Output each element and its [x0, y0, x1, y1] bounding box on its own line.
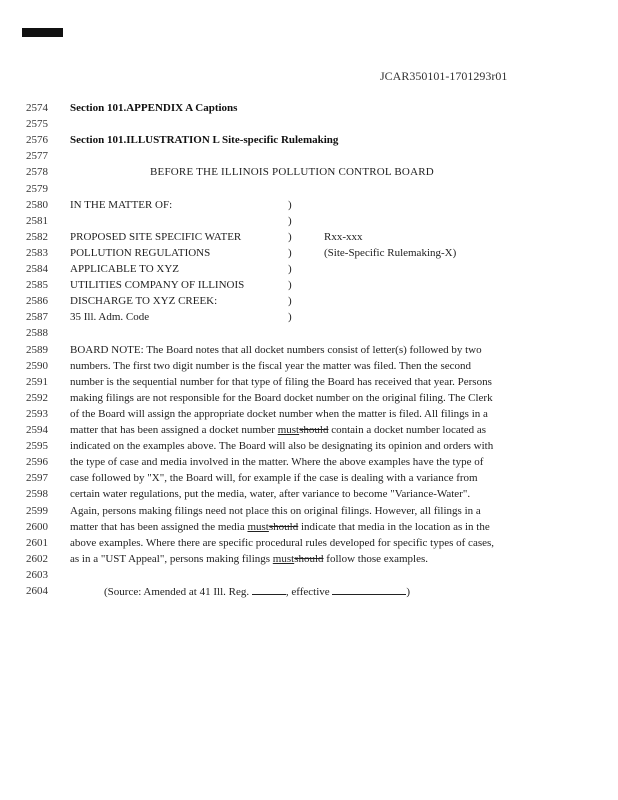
- document-line: [0, 423, 618, 438]
- line-number: 2589: [26, 343, 48, 356]
- line-number: 2587: [26, 311, 48, 324]
- document-line: [0, 326, 618, 341]
- document-line: [0, 294, 618, 309]
- document-line: [0, 471, 618, 486]
- caption-paren: ): [288, 279, 292, 292]
- line-text: DISCHARGE TO XYZ CREEK:: [70, 295, 218, 308]
- document-line: [0, 536, 618, 551]
- board-title: BEFORE THE ILLINOIS POLLUTION CONTROL BOARD: [150, 166, 434, 179]
- line-text: above examples. Where there are specific procedural rules developed for specific types of cases,: [70, 536, 495, 549]
- text-segment: ): [406, 586, 411, 598]
- line-number: 2603: [26, 568, 48, 581]
- line-text: [70, 423, 486, 438]
- line-number: 2594: [26, 424, 48, 436]
- section-heading: Section 101.APPENDIX A Captions: [70, 102, 238, 114]
- document-line: [0, 584, 618, 599]
- document-line: [0, 552, 618, 567]
- inserted-text: must: [272, 552, 295, 565]
- blank-field: [332, 584, 406, 595]
- line-text: making filings are not responsible for the Board docket number on the original filing. The Clerk: [70, 391, 493, 404]
- document-line: [0, 439, 618, 454]
- line-number: 2595: [26, 440, 48, 453]
- caption-paren: ): [288, 246, 292, 259]
- line-number: 2588: [26, 327, 48, 340]
- line-text: [70, 552, 428, 567]
- document-line: [0, 568, 618, 583]
- document-line: [0, 359, 618, 374]
- document-line: [0, 520, 618, 535]
- line-text: POLLUTION REGULATIONS: [70, 246, 211, 259]
- document-line: [0, 101, 618, 116]
- line-number: 2579: [26, 182, 48, 195]
- deleted-text: should: [268, 520, 299, 533]
- line-number: 2590: [26, 359, 48, 372]
- line-number: 2600: [26, 520, 48, 533]
- line-text: [70, 520, 490, 535]
- deleted-text: should: [299, 424, 329, 436]
- document-line: [0, 343, 618, 358]
- document-line: [0, 165, 618, 180]
- line-number: 2583: [26, 246, 48, 259]
- line-number: 2604: [26, 585, 48, 597]
- line-number: 2592: [26, 391, 48, 404]
- document-line: [0, 117, 618, 132]
- caption-paren: ): [288, 214, 292, 227]
- blank-field: [252, 584, 286, 595]
- document-line: [0, 262, 618, 277]
- caption-paren: ): [288, 230, 292, 243]
- text-segment: indicate that media in the location as in the: [298, 520, 490, 533]
- line-number: 2601: [26, 536, 48, 549]
- document-line: [0, 149, 618, 164]
- line-text: indicated on the examples above. The Board will also be designating its opinion and orders with: [70, 440, 494, 453]
- line-number: 2578: [26, 166, 48, 179]
- document-line: [0, 230, 618, 245]
- caption-paren: ): [288, 263, 292, 275]
- document-line: [0, 310, 618, 325]
- line-text: 35 Ill. Adm. Code: [70, 311, 150, 324]
- inserted-text: must: [247, 520, 269, 533]
- line-number: 2584: [26, 263, 48, 275]
- text-segment: matter that has been assigned the media: [70, 520, 248, 533]
- line-text: of the Board will assign the appropriate docket number when the matter is filed. All filings in a: [70, 407, 488, 420]
- line-number: 2575: [26, 118, 48, 131]
- deleted-text: should: [294, 552, 324, 565]
- document-line: [0, 278, 618, 293]
- line-text: APPLICABLE TO XYZ: [70, 263, 179, 275]
- line-text: certain water regulations, put the media, water, after variance to become "Variance-Water".: [70, 488, 471, 501]
- line-number: 2586: [26, 295, 48, 308]
- document-line: [0, 504, 618, 519]
- line-text: the type of case and media involved in the matter. Where the above examples have the type of: [70, 456, 484, 469]
- document-line: [0, 133, 618, 148]
- line-text: UTILITIES COMPANY OF ILLINOIS: [70, 279, 245, 292]
- line-number: 2574: [26, 102, 48, 114]
- document-line: [0, 375, 618, 390]
- line-text: case followed by "X", the Board will, for example if the case is dealing with a variance from: [70, 472, 478, 485]
- redaction-block: [22, 28, 63, 37]
- text-segment: as in a "UST Appeal", persons making filings: [70, 552, 273, 565]
- document-line: [0, 487, 618, 502]
- text-segment: contain a docket number located as: [328, 424, 487, 436]
- line-number: 2582: [26, 230, 48, 243]
- line-number: 2602: [26, 552, 48, 565]
- inserted-text: must: [277, 424, 300, 436]
- text-segment: , effective: [285, 586, 333, 598]
- caption-paren: ): [288, 311, 292, 324]
- line-number: 2598: [26, 488, 48, 501]
- caption-right: Rxx-xxx: [324, 230, 363, 243]
- caption-right: (Site-Specific Rulemaking-X): [324, 246, 457, 259]
- document-line: [0, 455, 618, 470]
- document-line: [0, 214, 618, 229]
- section-heading: Section 101.ILLUSTRATION L Site-specific Rulemaking: [70, 134, 339, 147]
- line-number: 2591: [26, 375, 48, 388]
- document-line: [0, 407, 618, 422]
- text-segment: (Source: Amended at 41 Ill. Reg.: [104, 586, 252, 598]
- line-number: 2599: [26, 504, 48, 517]
- document-code: JCAR350101-1701293r01: [380, 69, 508, 83]
- line-text: number is the sequential number for that type of filing the Board has received that year. Persons: [70, 375, 492, 388]
- line-text: IN THE MATTER OF:: [70, 198, 173, 211]
- line-number: 2581: [26, 214, 48, 227]
- caption-paren: ): [288, 198, 292, 211]
- document-line: [0, 391, 618, 406]
- line-number: 2593: [26, 407, 48, 420]
- document-line: [0, 246, 618, 261]
- text-segment: matter that has been assigned a docket number: [70, 424, 278, 436]
- line-text: numbers. The first two digit number is the fiscal year the matter was filed. Then the second: [70, 359, 471, 372]
- line-number: 2577: [26, 150, 48, 163]
- line-number: 2585: [26, 279, 48, 292]
- document-line: [0, 198, 618, 213]
- line-number: 2596: [26, 456, 48, 469]
- line-text: Again, persons making filings need not place this on original filings. However, all filings in a: [70, 504, 481, 517]
- line-text: BOARD NOTE: The Board notes that all docket numbers consist of letter(s) followed by two: [70, 343, 482, 356]
- line-number: 2580: [26, 198, 48, 211]
- line-number: 2576: [26, 134, 48, 147]
- document-line: [0, 182, 618, 197]
- caption-paren: ): [288, 295, 292, 308]
- text-segment: follow those examples.: [323, 552, 429, 565]
- line-number: 2597: [26, 472, 48, 485]
- source-note: [104, 584, 410, 600]
- line-text: PROPOSED SITE SPECIFIC WATER: [70, 230, 242, 243]
